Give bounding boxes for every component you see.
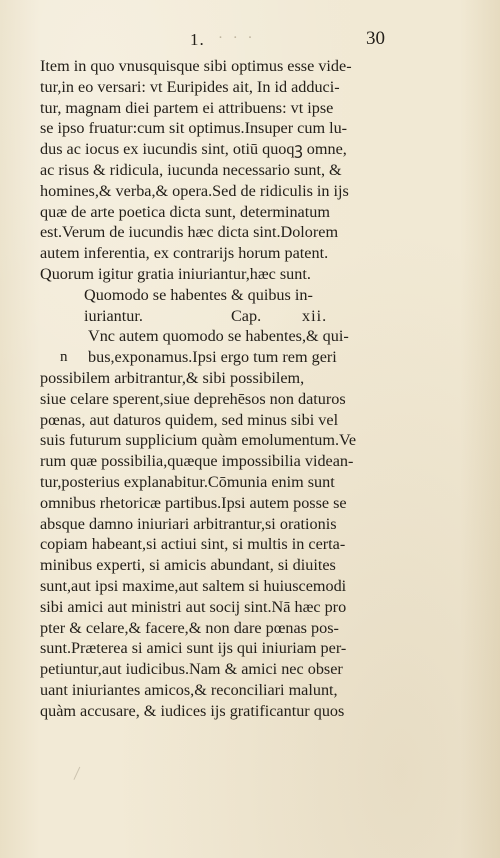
text-line: minibus experti, si amicis abundant, si diuites xyxy=(40,556,336,575)
initial-guide-letter: n xyxy=(60,349,68,366)
text-block xyxy=(40,56,396,722)
text-line: rum quæ possibilia,quæque impossibilia videan- xyxy=(40,452,354,471)
text-line: uant iniuriantes amicos,& reconciliari malunt, xyxy=(40,680,338,699)
text-line: possibilem arbitrantur,& sibi possibilem, xyxy=(40,368,305,387)
text-line: est.Verum de iucundis hæc dicta sint.Dolorem xyxy=(40,223,339,242)
text-line: pœnas, aut daturos quidem, sed minus sibi vel xyxy=(40,410,339,429)
text-line: tur,in eo versari: vt Euripides ait, In id adduci- xyxy=(40,77,340,96)
page-number: 30 xyxy=(366,28,385,49)
text-line: ac risus & ridicula, iucunda necessario sunt, & xyxy=(40,160,342,179)
chapter-heading-end: iuriantur. xyxy=(84,306,143,325)
text-line: Item in quo vnusquisque sibi optimus esse vide- xyxy=(40,57,352,75)
text-line: sibi amici aut ministri aut socij sint.Nā hæc pro xyxy=(40,597,347,616)
text-line: dus ac iocus ex iucundis sint, otiū quoqꝫ omne, xyxy=(40,140,347,159)
text-line: sunt.Præterea si amici sunt ijs qui iniuriam per- xyxy=(40,639,347,658)
text-line: autem inferentia, ex contrarijs horum patent. xyxy=(40,244,329,263)
chapter-number: xii. xyxy=(302,306,328,325)
signature-mark: 1. xyxy=(190,30,205,49)
running-head xyxy=(0,28,500,50)
chapter-second-line xyxy=(40,347,396,368)
text-line: absque damno iniuriari arbitrantur,si orationis xyxy=(40,514,337,533)
chapter-first-line: Vnc autem quomodo se habentes,& qui- xyxy=(88,327,349,346)
faded-ornament: · · · xyxy=(218,30,256,46)
chapter-heading-line: Quomodo se habentes & quibus in- xyxy=(84,285,313,304)
text-line: copiam habeant,si actiui sint, si multis in certa- xyxy=(40,535,346,554)
text-line: omnibus rhetoricæ partibus.Ipsi autem posse se xyxy=(40,493,347,512)
chapter-heading-continuation xyxy=(40,306,396,327)
text-line: homines,& verba,& opera.Sed de ridiculis in ijs xyxy=(40,181,349,200)
text-line: quàm accusare, & iudices ijs gratificantur quos xyxy=(40,701,345,720)
chapter-second-text: bus,exponamus.Ipsi ergo tum rem geri xyxy=(88,348,337,367)
text-line: suis futurum supplicium quàm emolumentum.Ve xyxy=(40,431,357,450)
text-line: Quorum igitur gratia iniuriantur,hæc sunt. xyxy=(40,264,311,283)
text-line: sunt,aut ipsi maxime,aut saltem si huiuscemodi xyxy=(40,576,347,595)
text-line: quæ de arte poetica dicta sunt, determinatum xyxy=(40,202,330,221)
text-line: tur, magnam diei partem ei attribuens: vt ipse xyxy=(40,98,334,117)
text-line: petiuntur,aut iudicibus.Nam & amici nec obser xyxy=(40,660,343,679)
text-line: pter & celare,& facere,& non dare pœnas pos- xyxy=(40,618,339,637)
chapter-label: Cap. xyxy=(231,306,262,325)
paper-mark xyxy=(73,767,87,783)
text-line: tur,posterius explanabitur.Cōmunia enim sunt xyxy=(40,472,335,491)
text-line: siue celare sperent,siue deprehēsos non daturos xyxy=(40,389,346,408)
text-line: se ipso fruatur:cum sit optimus.Insuper cum lu- xyxy=(40,119,348,138)
